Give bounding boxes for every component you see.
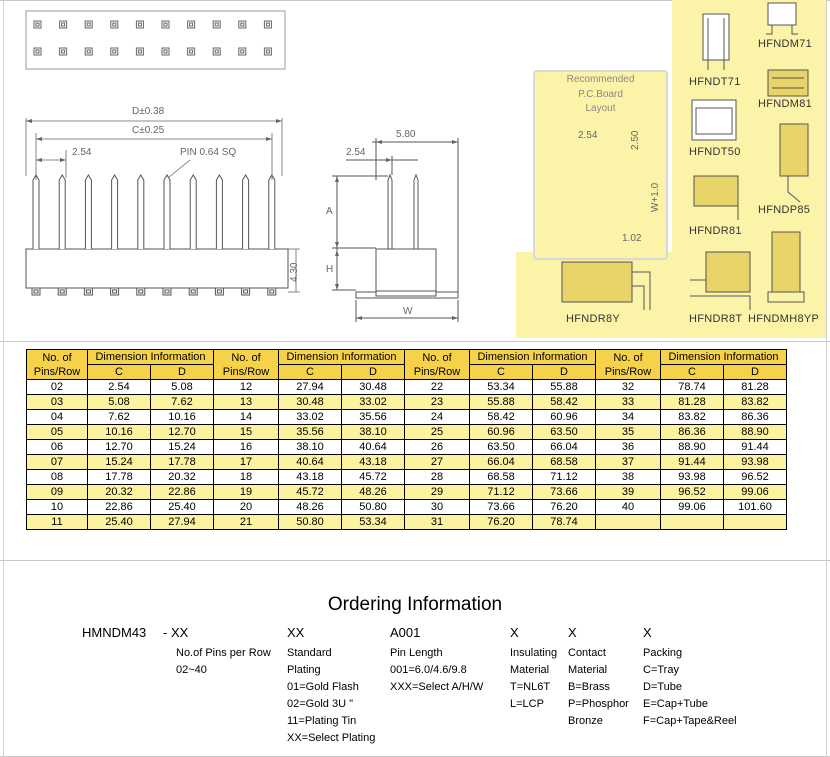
table-cell-c: 35.56: [279, 425, 342, 440]
table-cell-c: 93.98: [661, 470, 724, 485]
part-label-hfndmh8yp: HFNDMH8YP: [748, 313, 820, 325]
table-cell-pins: 09: [27, 485, 88, 500]
table-cell-pins: 04: [27, 410, 88, 425]
length-line-1: Pin Length: [390, 647, 443, 659]
recommended-title-1: Recommended: [566, 74, 635, 85]
plating-line-2: Plating: [287, 664, 321, 676]
table-cell-pins: 15: [214, 425, 279, 440]
table-cell-pins: 13: [214, 395, 279, 410]
table-cell-pins: 37: [596, 455, 661, 470]
table-row: [27, 500, 787, 515]
table-cell-c: 38.10: [279, 440, 342, 455]
ordering-code-pins: - XX: [163, 625, 189, 640]
table-row: [27, 425, 787, 440]
contact-line-1: Contact: [568, 647, 606, 659]
table-cell-pins: 17: [214, 455, 279, 470]
table-cell-d: 63.50: [533, 425, 596, 440]
table-cell-d: 38.10: [342, 425, 405, 440]
table-cell-c: 20.32: [88, 485, 151, 500]
table-cell-d: 71.12: [533, 470, 596, 485]
ordering-col-packing: [643, 645, 737, 730]
ordering-col-contact: [568, 645, 629, 730]
rec-wplus-label: W+1.0: [650, 182, 661, 212]
table-cell-d: 35.56: [342, 410, 405, 425]
h-pins-2: No. of Pins/Row: [214, 350, 279, 380]
table-row: [27, 470, 787, 485]
table-row: [27, 395, 787, 410]
part-label-hfndr8y: HFNDR8Y: [566, 313, 621, 325]
table-cell-pins: 38: [596, 470, 661, 485]
table-cell-c: 96.52: [661, 485, 724, 500]
table-row: [27, 485, 787, 500]
contact-line-2: Material: [568, 664, 608, 676]
table-cell-c: 71.12: [470, 485, 533, 500]
plating-line-5: 11=Plating Tin: [287, 715, 357, 727]
table-cell-pins: 22: [405, 380, 470, 395]
table-cell-pins: 10: [27, 500, 88, 515]
table-row: [27, 380, 787, 395]
table-cell-d: 88.90: [724, 425, 787, 440]
table-cell-c: 60.96: [470, 425, 533, 440]
ordering-model: HMNDM43: [82, 625, 147, 640]
table-cell-d: 50.80: [342, 500, 405, 515]
table-cell-pins: 40: [596, 500, 661, 515]
table-cell-c: 58.42: [470, 410, 533, 425]
table-cell-d: 53.34: [342, 515, 405, 530]
table-cell-d: 81.28: [724, 380, 787, 395]
ordering-code-packing: X: [643, 625, 652, 640]
insulating-line-2: Material: [510, 664, 550, 676]
ordering-title: Ordering Information: [327, 594, 503, 615]
table-cell-d: 48.26: [342, 485, 405, 500]
table-cell-d: 83.82: [724, 395, 787, 410]
table-cell-d: 25.40: [151, 500, 214, 515]
table-cell-pins: 31: [405, 515, 470, 530]
table-cell-c: 66.04: [470, 455, 533, 470]
h-c-1: C: [88, 365, 151, 380]
rec-pitch-label: 2.54: [578, 130, 598, 141]
table-cell-c: 12.70: [88, 440, 151, 455]
ordering-col-insulating: [510, 645, 557, 713]
table-row: [27, 410, 787, 425]
table-row: [27, 515, 787, 530]
h-c-4: C: [661, 365, 724, 380]
h-c-3: C: [470, 365, 533, 380]
table-cell-d: 15.24: [151, 440, 214, 455]
ordering-code-insulating: X: [510, 625, 519, 640]
table-cell-c: 53.34: [470, 380, 533, 395]
table-cell-pins: 35: [596, 425, 661, 440]
table-cell-c: 99.06: [661, 500, 724, 515]
table-cell-pins: 19: [214, 485, 279, 500]
part-label-hfndt50: HFNDT50: [689, 146, 741, 158]
table-cell-d: 22.86: [151, 485, 214, 500]
h-d-3: D: [533, 365, 596, 380]
h-d-1: D: [151, 365, 214, 380]
table-cell-pins: 23: [405, 395, 470, 410]
side-w-label: W: [403, 306, 413, 317]
contact-line-3: B=Brass: [568, 681, 610, 693]
h-c-2: C: [279, 365, 342, 380]
table-cell-d: 93.98: [724, 455, 787, 470]
table-cell-pins: 07: [27, 455, 88, 470]
table-cell-c: [661, 515, 724, 530]
table-cell-pins: 32: [596, 380, 661, 395]
packing-line-2: C=Tray: [643, 664, 679, 676]
table-cell-pins: 34: [596, 410, 661, 425]
table-cell-pins: 33: [596, 395, 661, 410]
part-label-hfndm71: HFNDM71: [758, 38, 813, 50]
table-cell-c: 15.24: [88, 455, 151, 470]
dim-height-label: 4.30: [289, 262, 300, 282]
table-cell-pins: 03: [27, 395, 88, 410]
table-cell-c: 68.58: [470, 470, 533, 485]
side-a-label: A: [326, 206, 333, 217]
table-cell-pins: 27: [405, 455, 470, 470]
ordering-col-plating: [287, 645, 375, 747]
table-cell-d: 40.64: [342, 440, 405, 455]
table-cell-d: 30.48: [342, 380, 405, 395]
table-cell-pins: 16: [214, 440, 279, 455]
side-h-label: H: [326, 264, 334, 275]
table-cell-pins: 36: [596, 440, 661, 455]
recommended-title-3: Layout: [585, 103, 616, 114]
table-cell-pins: 05: [27, 425, 88, 440]
ordering-col-pins: [176, 645, 271, 679]
table-cell-pins: 25: [405, 425, 470, 440]
insulating-line-3: T=NL6T: [510, 681, 551, 693]
contact-line-5: Bronze: [568, 715, 603, 727]
table-cell-pins: 29: [405, 485, 470, 500]
table-cell-pins: 12: [214, 380, 279, 395]
table-cell-d: 58.42: [533, 395, 596, 410]
dim-d-label: D±0.38: [132, 106, 165, 117]
table-cell-d: 5.08: [151, 380, 214, 395]
dim-c-label: C±0.25: [132, 125, 165, 136]
table-cell-pins: 20: [214, 500, 279, 515]
table-cell-pins: 24: [405, 410, 470, 425]
h-dim-1: Dimension Information: [88, 350, 214, 365]
table-cell-d: 73.66: [533, 485, 596, 500]
table-cell-pins: 26: [405, 440, 470, 455]
dimension-table: [26, 349, 787, 530]
table-cell-d: 76.20: [533, 500, 596, 515]
table-cell-d: 60.96: [533, 410, 596, 425]
table-cell-pins: 02: [27, 380, 88, 395]
part-label-hfndm81: HFNDM81: [758, 98, 813, 110]
ordering-code-plating: XX: [287, 625, 305, 640]
h-pins-4: No. of Pins/Row: [596, 350, 661, 380]
contact-line-4: P=Phosphor: [568, 698, 629, 710]
table-cell-d: 33.02: [342, 395, 405, 410]
table-cell-d: 68.58: [533, 455, 596, 470]
table-cell-c: 81.28: [661, 395, 724, 410]
table-cell-d: 10.16: [151, 410, 214, 425]
table-cell-c: 91.44: [661, 455, 724, 470]
table-cell-c: 22.86: [88, 500, 151, 515]
part-label-hfndr81: HFNDR81: [689, 225, 742, 237]
packing-line-3: D=Tube: [643, 681, 683, 693]
table-cell-d: 66.04: [533, 440, 596, 455]
pins-line-2: 02~40: [176, 664, 207, 676]
table-cell-d: 101.60: [724, 500, 787, 515]
table-cell-c: 5.08: [88, 395, 151, 410]
packing-line-5: F=Cap+Tape&Reel: [643, 715, 737, 727]
table-cell-pins: 11: [27, 515, 88, 530]
table-cell-c: 43.18: [279, 470, 342, 485]
h-dim-2: Dimension Information: [279, 350, 405, 365]
recommended-title-2: P.C.Board: [578, 89, 623, 100]
table-cell-c: 55.88: [470, 395, 533, 410]
packing-line-1: Packing: [643, 647, 683, 659]
table-cell-c: 40.64: [279, 455, 342, 470]
ordering-code-length: A001: [390, 625, 421, 640]
table-cell-d: 12.70: [151, 425, 214, 440]
table-cell-c: 48.26: [279, 500, 342, 515]
table-cell-d: 96.52: [724, 470, 787, 485]
table-cell-c: 45.72: [279, 485, 342, 500]
table-cell-c: 30.48: [279, 395, 342, 410]
table-cell-d: 27.94: [151, 515, 214, 530]
table-cell-c: 83.82: [661, 410, 724, 425]
table-cell-d: 20.32: [151, 470, 214, 485]
table-cell-pins: 21: [214, 515, 279, 530]
part-label-hfndp85: HFNDP85: [758, 204, 811, 216]
insulating-line-4: L=LCP: [510, 698, 544, 710]
table-cell-c: 2.54: [88, 380, 151, 395]
table-cell-c: 7.62: [88, 410, 151, 425]
ordering-col-length: [390, 645, 483, 696]
table-cell-c: 17.78: [88, 470, 151, 485]
table-cell-pins: 06: [27, 440, 88, 455]
plating-line-1: Standard: [287, 647, 332, 659]
part-label-hfndt71: HFNDT71: [689, 76, 741, 88]
h-dim-3: Dimension Information: [470, 350, 596, 365]
table-cell-pins: 39: [596, 485, 661, 500]
ordering-code-contact: X: [568, 625, 577, 640]
table-cell-d: 78.74: [533, 515, 596, 530]
table-cell-pins: [596, 515, 661, 530]
table-cell-c: 78.74: [661, 380, 724, 395]
h-d-4: D: [724, 365, 787, 380]
table-cell-c: 10.16: [88, 425, 151, 440]
rec-hole-label: 1.02: [622, 233, 642, 244]
plating-line-6: XX=Select Plating: [287, 732, 376, 744]
table-cell-d: 17.78: [151, 455, 214, 470]
table-cell-d: 99.06: [724, 485, 787, 500]
table-row: [27, 440, 787, 455]
pins-line-1: No.of Pins per Row: [176, 647, 271, 659]
table-cell-pins: 08: [27, 470, 88, 485]
table-header-row-1: [27, 350, 787, 365]
table-cell-d: 55.88: [533, 380, 596, 395]
table-cell-pins: 18: [214, 470, 279, 485]
insulating-line-1: Insulating: [510, 647, 558, 659]
h-d-2: D: [342, 365, 405, 380]
length-line-2: 001=6.0/4.6/9.8: [390, 664, 467, 676]
table-cell-d: 45.72: [342, 470, 405, 485]
part-label-hfndr8t: HFNDR8T: [689, 313, 743, 325]
table-cell-pins: 14: [214, 410, 279, 425]
connector-drawing: [0, 0, 830, 340]
h-dim-4: Dimension Information: [661, 350, 787, 365]
side-580-label: 5.80: [396, 129, 416, 140]
plating-line-4: 02=Gold 3U ": [287, 698, 353, 710]
table-cell-d: 7.62: [151, 395, 214, 410]
dim-pitch-label: 2.54: [72, 147, 92, 158]
packing-line-4: E=Cap+Tube: [643, 698, 709, 710]
rec-row-label: 2.50: [630, 130, 641, 150]
table-cell-d: 86.36: [724, 410, 787, 425]
table-cell-c: 88.90: [661, 440, 724, 455]
table-cell-c: 86.36: [661, 425, 724, 440]
table-cell-c: 63.50: [470, 440, 533, 455]
table-cell-d: [724, 515, 787, 530]
dim-pin-label: PIN 0.64 SQ: [180, 147, 237, 158]
h-pins-3: No. of Pins/Row: [405, 350, 470, 380]
table-cell-pins: 30: [405, 500, 470, 515]
table-cell-c: 76.20: [470, 515, 533, 530]
side-254-label: 2.54: [346, 147, 366, 158]
table-cell-c: 50.80: [279, 515, 342, 530]
table-cell-c: 73.66: [470, 500, 533, 515]
plating-line-3: 01=Gold Flash: [287, 681, 359, 693]
table-cell-c: 27.94: [279, 380, 342, 395]
table-cell-d: 43.18: [342, 455, 405, 470]
table-cell-pins: 28: [405, 470, 470, 485]
length-line-3: XXX=Select A/H/W: [390, 681, 484, 693]
table-cell-c: 33.02: [279, 410, 342, 425]
h-pins-1: No. of Pins/Row: [27, 350, 88, 380]
table-cell-d: 91.44: [724, 440, 787, 455]
table-row: [27, 455, 787, 470]
table-cell-c: 25.40: [88, 515, 151, 530]
